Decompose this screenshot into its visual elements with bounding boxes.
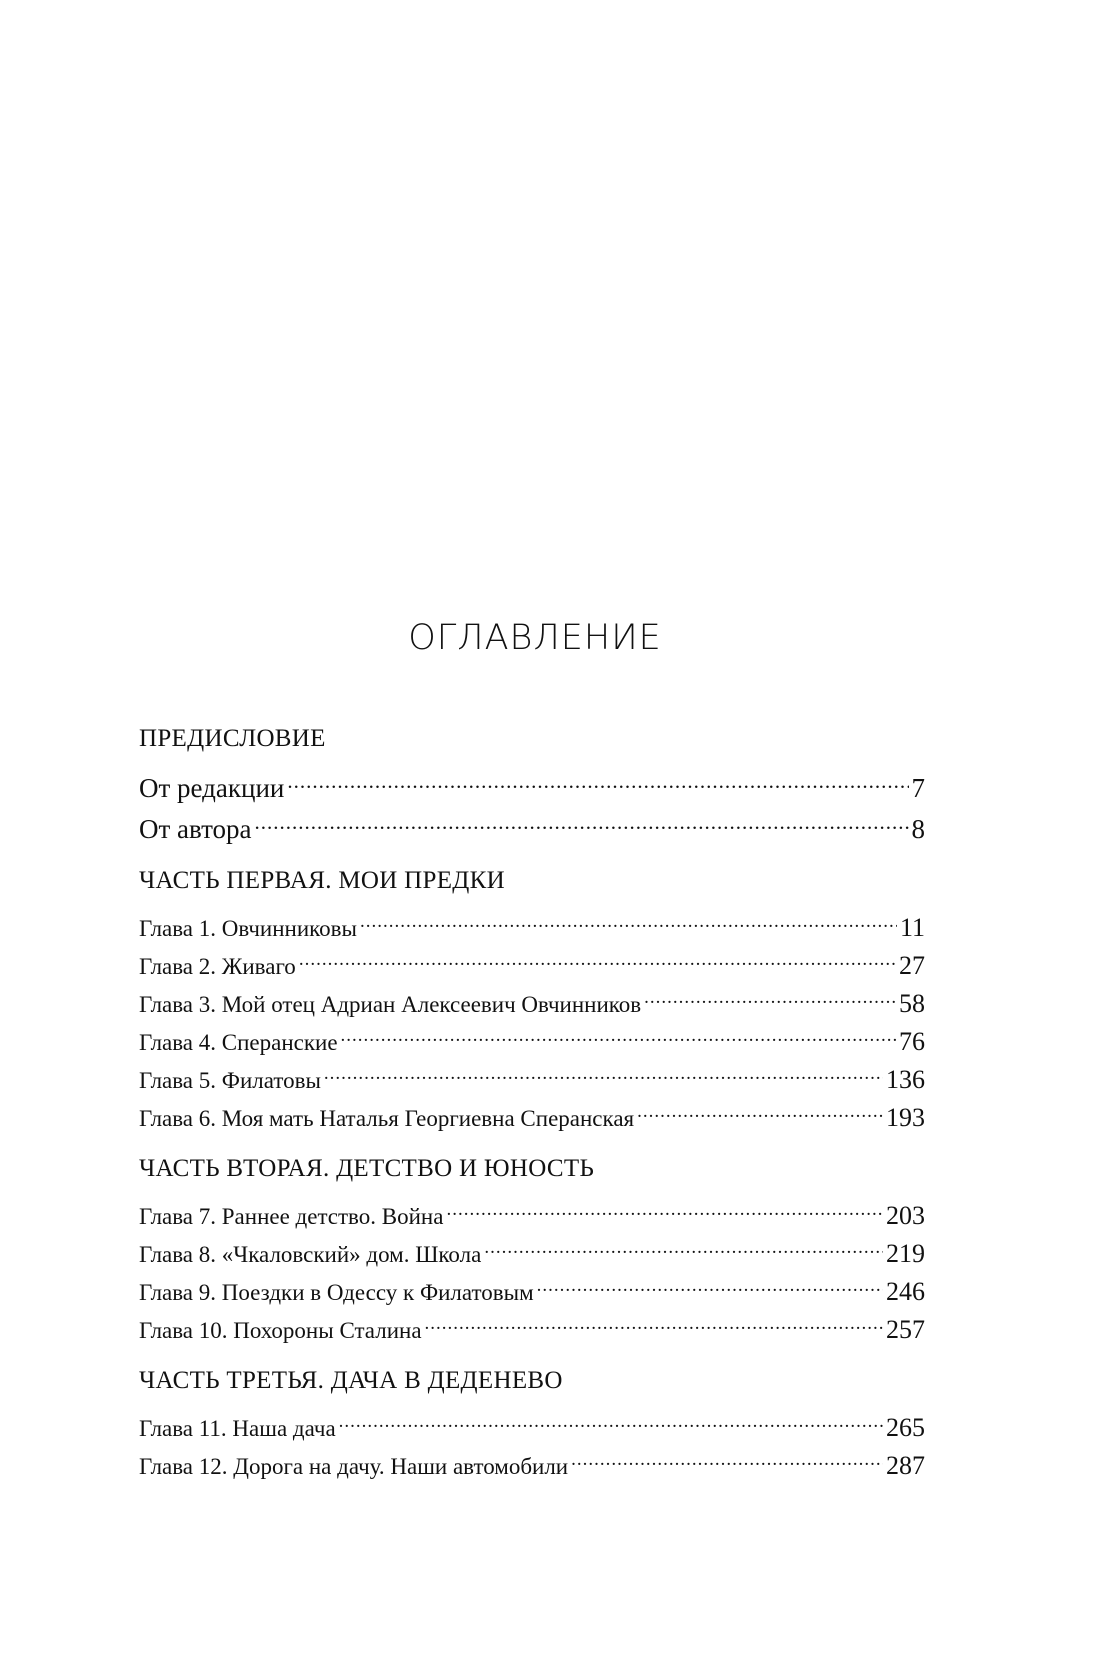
toc-entry-page: 8 [911,814,925,844]
section-heading-part-2: ЧАСТЬ ВТОРАЯ. ДЕТСТВО И ЮНОСТЬ [139,1155,595,1182]
toc-entry-label: Глава 11. Наша дача [139,1416,336,1441]
toc-entry-page: 257 [886,1315,925,1344]
toc-entry-page: 246 [886,1277,925,1306]
toc-entry-label: Глава 10. Похороны Сталина [139,1318,422,1343]
toc-entry-page: 193 [886,1103,925,1132]
toc-entry-label: Глава 1. Овчинниковы [139,916,357,941]
toc-entry[interactable] [139,898,925,942]
toc-entry-label: Глава 4. Сперанские [139,1030,338,1055]
toc-entry-page: 27 [899,951,925,980]
dot-leader [425,1300,883,1338]
toc-entry-page: 76 [899,1027,925,1056]
table-of-contents [139,722,925,1496]
toc-entry-label: Глава 2. Живаго [139,954,296,979]
toc-entry-label: Глава 5. Филатовы [139,1068,321,1093]
dot-leader [537,1262,883,1300]
toc-entry-label: Глава 9. Поездки в Одессу к Филатовым [139,1280,534,1305]
toc-entry[interactable] [139,797,925,844]
dot-leader [644,974,896,1012]
dot-leader [637,1088,883,1126]
toc-entry-label: От редакции [139,773,285,803]
toc-entry-page: 203 [886,1201,925,1230]
dot-leader [339,1398,883,1436]
section-heading-preface: ПРЕДИСЛОВИЕ [139,725,326,752]
section-heading-part-1: ЧАСТЬ ПЕРВАЯ. МОИ ПРЕДКИ [139,867,505,894]
toc-entry-page: 11 [899,913,925,942]
dot-leader [360,898,897,936]
dot-leader [287,756,908,797]
toc-entry-label: Глава 7. Раннее детство. Война [139,1204,444,1229]
toc-entry-page: 265 [886,1413,925,1442]
toc-entry-page: 7 [911,773,925,803]
toc-entry-label: Глава 8. «Чкаловский» дом. Школа [139,1242,482,1267]
dot-leader [484,1224,883,1262]
section-part-2 [139,1152,925,1344]
toc-entry-page: 136 [886,1065,925,1094]
toc-entry-label: Глава 3. Мой отец Адриан Алексеевич Овчинников [139,992,642,1017]
toc-entry[interactable] [139,756,925,803]
toc-entry-page: 219 [886,1239,925,1268]
dot-leader [446,1186,883,1224]
toc-entry-page: 287 [886,1451,925,1480]
section-part-3 [139,1364,925,1480]
toc-entry-label: Глава 6. Моя мать Наталья Георгиевна Сперанская [139,1106,635,1131]
section-part-1 [139,864,925,1132]
dot-leader [255,797,909,838]
dot-leader [324,1050,883,1088]
section-heading-part-3: ЧАСТЬ ТРЕТЬЯ. ДАЧА В ДЕДЕНЕВО [139,1367,563,1394]
toc-entry-label: От автора [139,814,252,844]
dot-leader [341,1012,896,1050]
dot-leader [299,936,896,974]
toc-entry-page: 58 [899,989,925,1018]
toc-entry[interactable] [139,1398,925,1442]
dot-leader [571,1436,883,1474]
section-preface [139,722,925,844]
toc-title: ОГЛАВЛЕНИЕ [408,618,662,658]
toc-entry[interactable] [139,1186,925,1230]
toc-entry-label: Глава 12. Дорога на дачу. Наши автомобили [139,1454,569,1479]
